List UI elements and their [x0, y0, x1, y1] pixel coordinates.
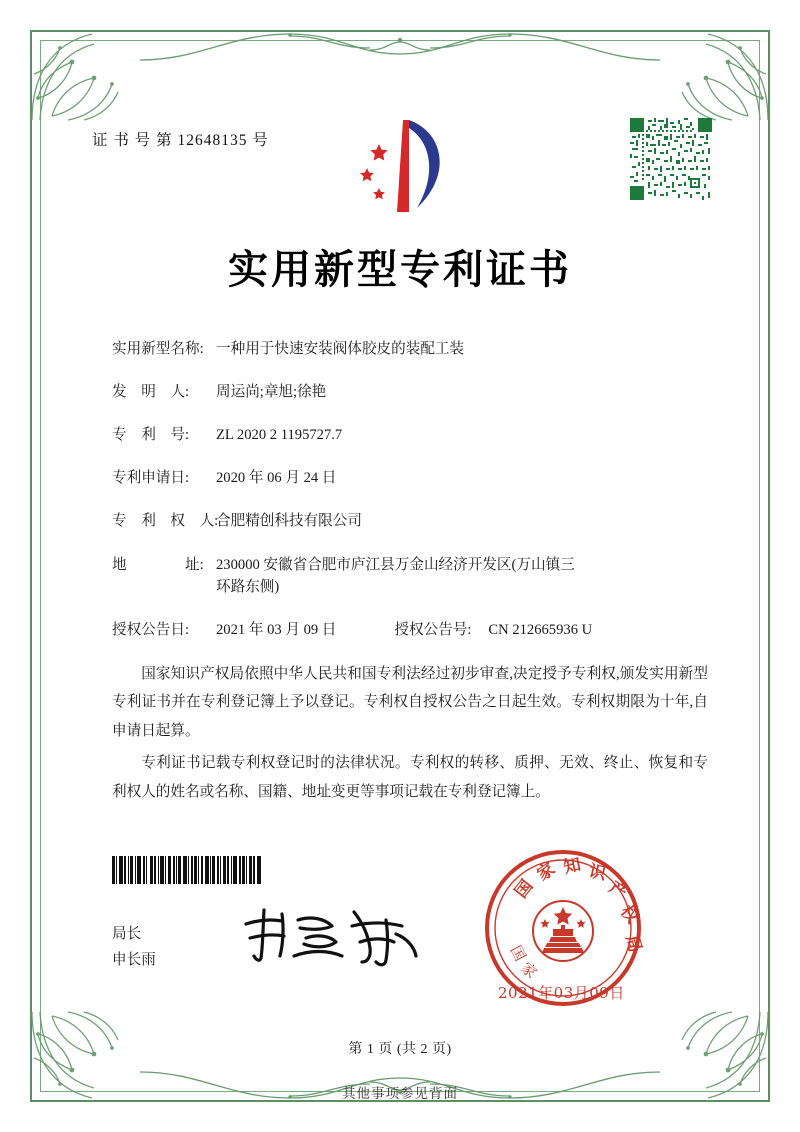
field-label: 专 利 权 人: [112, 513, 219, 530]
field-value: ZL 2020 2 1195727.7 [216, 427, 343, 444]
svg-text:国: 国 [511, 876, 538, 903]
field-row-application-date [112, 467, 712, 490]
svg-text:权: 权 [616, 901, 643, 928]
field-row-address [112, 554, 712, 599]
seal-date: 2021年03月09日 [498, 984, 625, 1002]
footer-note: 其他事项参见背面 [342, 1086, 458, 1101]
field-row-utility-model-name [112, 338, 712, 361]
field-label: 授权公告日: [112, 622, 190, 639]
field-value: 一种用于快速安装阀体胶皮的装配工装 [216, 341, 465, 357]
field-row-publication [112, 619, 712, 642]
certificate-number: 证 书 号 第 12648135 号 [92, 132, 269, 149]
paragraph-1: 国家知识产权局依照中华人民共和国专利法经过初步审查,决定授予专利权,颁发实用新型专利证书并在专利登记簿上予以登记。专利权自授权公告之日起生效。专利权期限为十年,自申请日起算。 [112, 666, 708, 739]
publication-number-group [394, 619, 592, 642]
publication-date-group [112, 619, 336, 642]
field-label: 实用新型名称: [112, 341, 204, 357]
field-label: 地 址: [112, 556, 204, 573]
svg-text:国: 国 [506, 942, 530, 965]
legal-text [112, 660, 708, 810]
director-name: 申长雨 [112, 951, 156, 968]
field-value: 周运尚;章旭;徐艳 [216, 384, 327, 401]
field-row-patentee [112, 510, 712, 533]
field-value: 230000 安徽省合肥市庐江县万金山经济开发区(万山镇三 [216, 556, 575, 573]
svg-text:知: 知 [561, 854, 583, 878]
page-indicator: 第 1 页 (共 2 页) [348, 1042, 452, 1057]
svg-text:局: 局 [621, 932, 646, 955]
field-value: CN 212665936 U [488, 622, 593, 639]
cnipa-logo-icon [345, 112, 465, 222]
signature-block [112, 922, 156, 973]
barcode [112, 856, 322, 884]
handwritten-signature-icon [236, 900, 426, 970]
field-label: 发 明 人: [112, 384, 190, 401]
field-label: 授权公告号: [394, 622, 472, 639]
field-value: 2020 年 06 月 24 日 [216, 470, 337, 487]
field-value: 2021 年 03 月 09 日 [216, 622, 337, 639]
qr-code-icon [630, 118, 712, 200]
field-label: 专利申请日: [112, 470, 190, 487]
field-value-continuation: 环路东侧) [216, 579, 280, 596]
director-title: 局长 [112, 926, 142, 942]
field-value-block [216, 554, 712, 599]
svg-text:家: 家 [533, 859, 559, 886]
field-value: 合肥精创科技有限公司 [216, 513, 362, 530]
field-row-inventors [112, 381, 712, 404]
field-label: 专 利 号: [112, 427, 190, 444]
svg-text:家: 家 [517, 958, 541, 983]
field-list [112, 338, 712, 642]
svg-text:识: 识 [586, 861, 608, 885]
svg-text:产: 产 [605, 877, 631, 904]
page-title: 实用新型专利证书 [228, 246, 572, 293]
field-row-patent-number [112, 424, 712, 447]
paragraph-2: 专利证书记载专利权登记时的法律状况。专利权的转移、质押、无效、终止、恢复和专利权人的姓名或名称、国籍、地址变更等事项记载在专利登记簿上。 [112, 755, 708, 800]
